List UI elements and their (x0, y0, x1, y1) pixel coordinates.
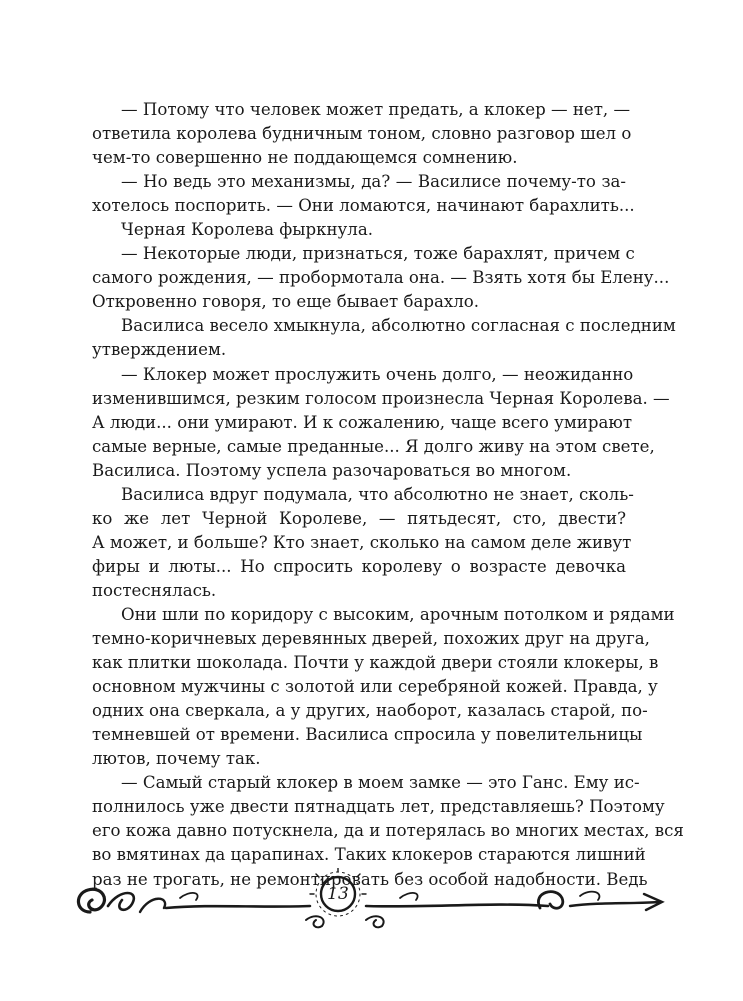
text-line: темневшей от времени. Василиса спросила у повелительницы (92, 725, 643, 745)
right-arrow-flourish (570, 902, 660, 906)
text-line: самого рождения, — пробормотала она. — Взять хотя бы Елену... (92, 268, 670, 288)
text-line: Василиса весело хмыкнула, абсолютно согласная с последним (121, 316, 676, 336)
body-text (92, 98, 684, 892)
text-line: самые верные, самые преданные... Я долго живу на этом свете, (92, 436, 655, 456)
text-line: — Потому что человек может предать, а клокер — нет, — (121, 100, 631, 119)
text-line: Черная Королева фыркнула. (121, 220, 374, 240)
text-line: чем-то совершенно не поддающемся сомнению. (92, 148, 518, 168)
text-line: А люди... они умирают. И к сожалению, чаще всего умирают (92, 412, 632, 432)
text-line: А может, и больше? Кто знает, сколько на самом деле живут (92, 532, 632, 552)
text-line: Откровенно говоря, то еще бывает барахло. (92, 292, 480, 312)
text-line: ко же лет Черной Королеве, — пятьдесят, сто, двести? (92, 508, 626, 528)
text-line: — Но ведь это механизмы, да? — Василисе почему-то за- (121, 172, 626, 192)
text-line: его кожа давно потускнела, да и потерялась во многих местах, вся (92, 821, 684, 841)
text-line: утверждением. (92, 340, 227, 360)
text-line: — Самый старый клокер в моем замке — это Ганс. Ему ис- (121, 773, 640, 793)
right-stem-line (366, 905, 548, 907)
text-line: фиры и люты... Но спросить королеву о возрасте девочка (92, 556, 626, 576)
text-line: — Некоторые люди, признаться, тоже барахлят, причем с (121, 244, 635, 264)
text-line: темно-коричневых деревянных дверей, похожих друг на друга, (92, 629, 650, 649)
page-number: 13 (327, 884, 349, 904)
text-line: ответила королева будничным тоном, словно разговор шел о (92, 124, 632, 144)
text-line: во вмятинах да царапинах. Таких клокеров стараются лишний (92, 845, 646, 865)
left-leaf-flourish (108, 893, 134, 910)
text-line: полнилось уже двести пятнадцать лет, представляешь? Поэтому (92, 797, 665, 817)
text-line: раз не трогать, не ремонтировать без особой надобности. Ведь (92, 869, 648, 889)
center-swirls (306, 916, 324, 927)
text-line: хотелось поспорить. — Они ломаются, начинают барахлить... (92, 196, 635, 216)
text-line: Василиса вдруг подумала, что абсолютно не знает, сколь- (121, 484, 634, 504)
text-line: постеснялась. (92, 580, 217, 600)
footer-ornament (70, 868, 674, 948)
left-spiral-flourish (78, 889, 104, 912)
text-line: — Клокер может прослужить очень долго, — неожиданно (121, 364, 634, 384)
text-line: как плитки шоколада. Почти у каждой двери стояли клокеры, в (92, 653, 659, 673)
text-line: основном мужчины с золотой или серебряной кожей. Правда, у (92, 677, 658, 697)
text-line: изменившимся, резким голосом произнесла Черная Королева. — (92, 388, 670, 408)
text-line: Василиса. Поэтому успела разочароваться во многом. (92, 460, 572, 480)
left-stem-line (166, 906, 310, 908)
text-line: Они шли по коридору с высоким, арочным потолком и рядами (121, 604, 675, 624)
text-line: одних она сверкала, а у других, наоборот, казалась старой, по- (92, 701, 648, 721)
text-line: лютов, почему так. (92, 749, 261, 769)
